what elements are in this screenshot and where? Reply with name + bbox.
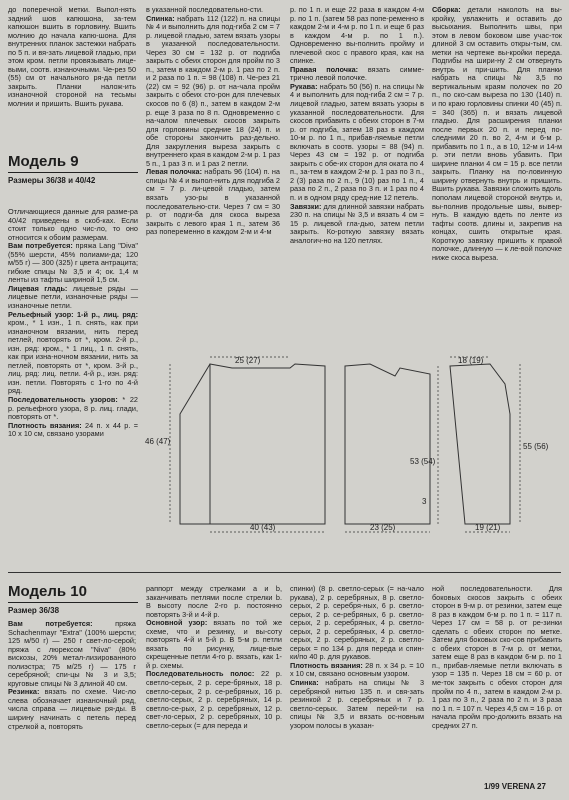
col3 (290, 6, 424, 245)
pattern-schematic (140, 354, 560, 539)
front-outline (345, 364, 430, 524)
sequence: Последовательность узоров: * 22 р. рельефного узора, 8 р. лиц. глади, повторять от *. (8, 395, 138, 422)
col4 (432, 6, 562, 262)
model9-header (8, 153, 138, 185)
gauge: Плотность вязания: 28 п. x 34 р. = 10 x 10 см, связано основным узором. (290, 660, 425, 679)
relief: Рельефный узор: 1-й р., лиц. ряд: кром., * 1 изн., 1 п. снять, как при изнаночном вязании, нить перед петлей, повторять от *, кром. 2-й р., изн. ряд: кром., * 1 лиц., 1 п. снять, как при изна-ночном вязании, нить за петлей, повторять от *, кром. 3-й р., лиц. ряд: лиц. петли. 4-й р., изн. ряд: изн. петли. Повторять с 1-го по 4-й ряд. (8, 309, 138, 396)
sleeve-outline (450, 364, 510, 524)
model10-body (8, 620, 136, 731)
bottom-col4 (432, 585, 562, 730)
paragraph: раппорт между стрелками а и b, заканчивать петлями после стрелки b. В высоту после 2-го р. постоянно повторять 3-й и 4-й р. (146, 584, 282, 619)
front-seam-mark: 3 (422, 497, 427, 506)
col2 (146, 6, 280, 237)
col1-top (8, 6, 136, 109)
model10-heading: Модель 10 (8, 583, 138, 603)
sleeve-height: 55 (56) (523, 442, 549, 451)
model10-sizes: Размер 36/38 (8, 606, 60, 615)
model9-heading: Модель 9 (8, 153, 138, 173)
needs: Вам потребуется: пряжа Schachenmayr "Extra" (100% шерсти; 125 м/50 г) — 250 г свет-ло-серой; пряжа с люрексом "Niva" (80% вискозы, 20% метал-лизированного полиэстра; 75 м/25 г) — 175 г серебряной; спи-цы № 3 и 3,5; круговые спицы № 3 длиной 40 см. (8, 619, 136, 688)
gauge: Плотность вязания: 24 п. x 44 р. = 10 x 10 см, связано узорами (8, 420, 138, 439)
model9-sizes: Размеры 36/38 и 40/42 (8, 176, 96, 185)
paragraph: до поперечной метки. Выпол-нять задний шов капюшона, за-тем капюшон вшить в горловину. Вшить молнию до начала капю-шона. Для внутренних планок застежки набрать по 5 п. и вя-зать лицевой гладью, при этом кром. петли провязывать лице-выми, соотв. изнаночными. Че-рез 50 (55) см от начального ря-да петли закрыть. Планки налож-ить изнаночной стороной на тесьмы молнии и пришить. Вшить рукава. (8, 5, 136, 109)
front-height: 53 (54) (410, 457, 436, 466)
back-outline (210, 364, 325, 524)
back-width-bottom: 40 (43) (250, 523, 276, 532)
back-height: 46 (47) (145, 437, 171, 446)
sleeve-bottom: 19 (21) (475, 523, 501, 532)
right-front: Правая полочка: вязать симме-трично левой полочке. (290, 64, 425, 83)
paragraph: в указанной последовательно-сти. (146, 5, 264, 14)
back: Спинка: набрать на спицы № 3 серебряной нитью 135 п. и свя-зать резинкой 2 р. серебряных и 7 р. светло-серых. Затем перей-ти на спицы № 3,5 и вязать ос-новным узором полосы в указан- (290, 678, 424, 730)
rib: Резинка: вязать по схеме. Чис-ло слева обозначает изнаночный ряд, числа справа — лицевые ря-ды. В ширину начинать с петель перед стрелкой а, повторять (8, 687, 136, 731)
paragraph: спинки) (8 р. светло-серых (= на-чало рукава), 2 р. серебряных, 8 р. светло-серых, 2 р. серебря-ных, 6 р. светло-серых, 2 р. се-ребряных, 6 р. светло-серых, 2 р. серебряных, 4 р. светло-серых, 2 р. серебряных, 4 р. светло-серых, 2 р. серебряных, 2 р. светло-серых = по 134 р. для переда и спин-ки/по 40 р. для рукавов. (290, 584, 424, 662)
main-pattern: Основной узор: вязать по той же схеме, что и резинку, и вы-соту повторять 4-й и 5-й р. В 5-м р. петли вязать по рисунку, лице-вые скрещенные петли 4-го р. вязать, как 1-й р. схемы. (146, 618, 283, 670)
front-width-bottom: 23 (25) (370, 523, 396, 532)
stockinette: Лицевая гладь: лицевые ряды — лицевые петли, изнаночные ряды — изнаночные петли. (8, 283, 139, 311)
paragraph: ной последовательности. Для боковых скосов закрыть с обеих сторон в 9-м р. от резинки, затем еще 8 раз в каждом 6-м р. по 1 п. = 117 п. Через 17 см = 58 р. от ре-зинки сделать с обеих сторон по метке. Затем для боковых ско-сов прибавить с обеих сторон в 7-м р. от метки, затем еще 8 раз в каждом 6-м р. по 1 п., прибав-ляемые петли включать в узор = 135 п. Через 18 см = 60 р. от ме-ток закрыть с обеих сторон для пройм по 4 п., затем в каждом 2-м р. 1 раз по 3 п., 2 раза по 2 п. и 3 раза по 1 п. = 107 п. Через 4,5 см = 16 р. от начала пройм про-должить вязать на средних 27 п. (432, 584, 562, 730)
model9-body (8, 208, 138, 439)
back: Спинка: набрать 112 (122) п. на спицы № 4 и выполнить для под-гиба 2 см = 7 р. лицевой гладью, затем вязать узоры в указанной последовательности. Через 30 см = 132 р. от подгиба закрыть с обеих сторон для пройм по 3 п., затем в каждом 2-м р. 1 раз по 2 п. и 2 раза по 1 п. = 98 (108) п. Че-рез 21 (22) см = 92 (96) р. от на-чала пройм закрыть с обеих сто-рон для плечевых скосов по 6 (8) п., затем в каждом 2-м р. еще 3 раза по 8 п. Одновременно с на-чалом плечевых скосов закрыть для горловины средние 18 (24) п. и обе стороны закончить раз-дельно. Для закругления выреза закрыть с внутреннего края в каждом 2-м р. 1 раз 5 п., 1 раз 3 п. и 1 раз 2 петли. (146, 13, 280, 168)
left-front: Левая полочка: набрать 96 (104) п. на спицы № 4 и выпол-нить для подгиба 2 см = 7 р. ли-цевой гладью, затем вязать узо-ры в указанной последовательно-сти. Через 7 см = 30 р. от подги-ба для скоса выреза закрыть с левого края 1 п., затем 36 раз попеременно в каждом 2-м и 4-м (146, 167, 280, 237)
back-width-top: 25 (27) (235, 356, 261, 365)
model10-header (8, 583, 138, 615)
bottom-col2 (146, 585, 282, 730)
sleeve-top: 18 (19) (458, 356, 484, 365)
assembly: Сборка: детали наколоть на вы-кройку, увлажнить и оставить до высыхания. Выполнить швы, при этом в левом боковом шве учас-ток длиной 3 см оставить откры-тым, см. метки на чертеже вы-кройки переда. Подгибы на шири-ну 2 см отвернуть внутрь и при-шить. Для планки набрать на спицы № 3,5 по вертикальным краям полочек по 20 п., по ско-сам выреза по 130 (140) п. и по краю горловины спинки 40 (45) п. = 340 (365) п. и вязать лицевой гладью. Для расширения планки после первых 20 п. и перед по-следними 20 п. во 2, 4-м и 6-м р. прибавить по 1 п., а в 10, 12-м и 14-м р. эти петли вновь убавить. При ширине планки 4 см = 15 р. все петли закрыть. Планку на по-ловинную ширину отвернуть внутрь и пришить. Вшить рукава. Завязки сложить вдоль пополам лицевой стороной внутрь и, вы-полнив продольные швы, вывер-нуть. В каждую вдеть по ленте из тафты соотв. длины и, закрепив на концах, сшить открытые края. Короткую завязку пришить к правой полочке, длинную — к ле-вой полочке ниже скоса выреза. (432, 5, 562, 262)
sleeves: Рукава: набрать 50 (56) п. на спицы № 4 и выполнить для под-гиба 2 см = 7 р. лицевой гладью, затем вязать узоры в указанной последовательности. Для скосов прибавить с обеих сторон в 7-м р. от подгиба, затем 18 раз в каждом 10-м р. по 1 п., прибав-ляемые петли включать в соотв. узоры = 88 (94) п. Через 43 см = 192 р. от подгиба закрыть с обе-их сторон для оката по 4 п., за-тем в каждом 2-м р. 1 раз по 3 п., 2 (3) раза по 2 п., 9 (10) раз по 1 п., 4 раза по 2 п., 2 раза по 3 п. и 1 раз по 4 п. и в одном ряду сред-ние 12 петель. (290, 81, 424, 203)
bottom-col3 (290, 585, 424, 730)
page-footer: 1/99 VERENA 27 (484, 782, 546, 791)
stripe-sequence: Последовательность полос: 22 р. светло-серых, 2 р. сере-бряных, 18 р. светло-серых, 2 р. се-ребряных, 16 р. светло-серых, 2 р. серебряных, 14 р. светло-се-рых, 2 р. серебряных, 12 р. свет-ло-серых, 2 р. серебряных, 10 р. светло-серых (= для переда и (146, 669, 282, 730)
intro: Отличающиеся данные для разме-ра 40/42 приведены в скоб-ках. Если стоит только одно чис-ло, то оно относится к обоим размерам. (8, 207, 138, 242)
ties: Завязки: для длинной завязки набрать 230 п. на спицы № 3,5 и вязать 4 см = 15 р. лицевой гла-дью, затем петли закрыть. Ко-роткую завязку вязать аналогич-но на 120 петлях. (290, 201, 424, 245)
needs: Вам потребуется: пряжа Lang "Diva" (55% шерсти, 45% полиами-да; 120 м/55 г) — 300 (325) г цвета антрацита; гибкие спицы № 3,5 и 4; ок. 1,4 м ленты из тафты шириной 1,5 см. (8, 241, 138, 285)
section-divider (8, 572, 561, 573)
paragraph: р. по 1 п. и еще 22 раза в каждом 4-м р. по 1 п. (затем 58 раз попе-ременно в каждом 2-м и 4-м р. по 1 п. и еще 6 раз в каждом 4-м р. по 1 п.). Одновременно вы-полнить пройму и плечевой скос с правого края, как на спинке. (290, 5, 424, 66)
